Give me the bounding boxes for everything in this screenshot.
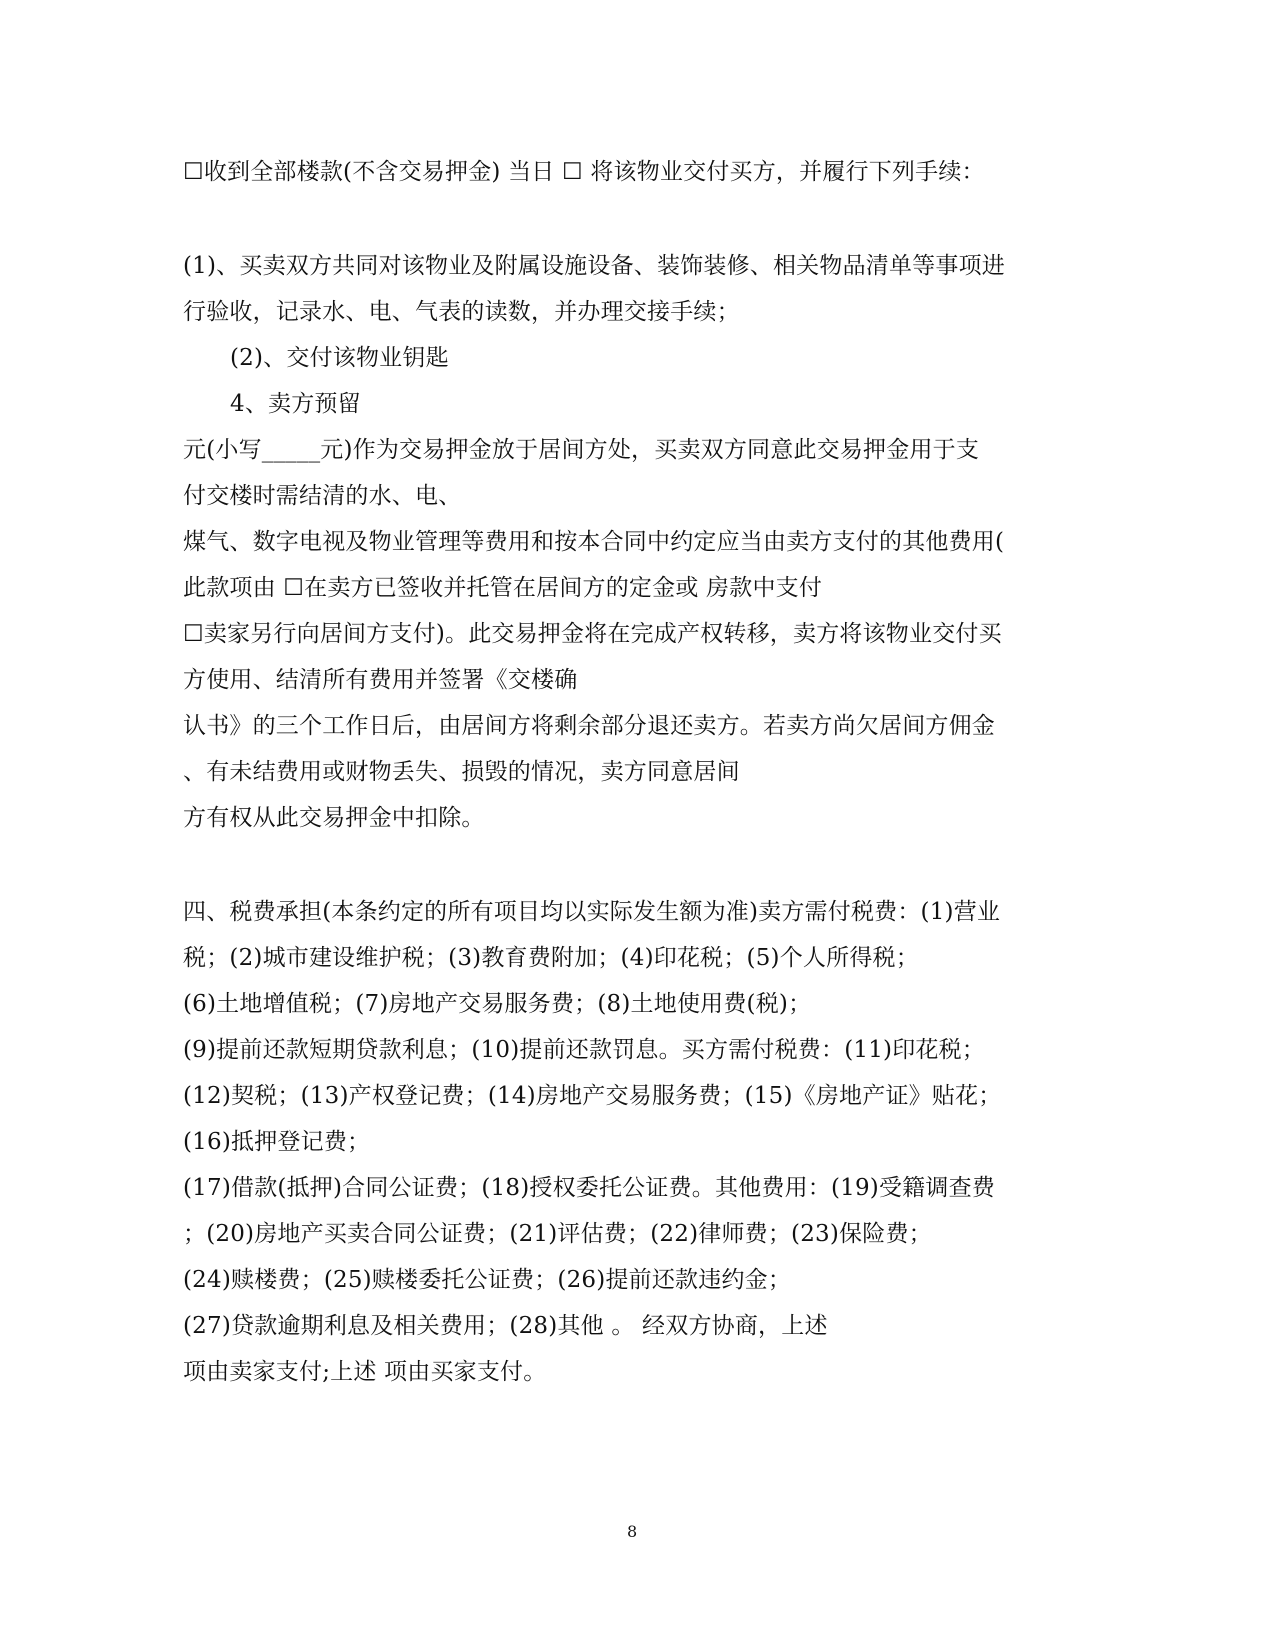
text-line: (12)契税；(13)产权登记费；(14)房地产交易服务费；(15)《房地产证》贴花；	[183, 1083, 1002, 1109]
text-line: 煤气、数字电视及物业管理等费用和按本合同中约定应当由卖方支付的其他费用(	[183, 529, 1005, 555]
text-line: (9)提前还款短期贷款利息；(10)提前还款罚息。买方需付税费：(11)印花税；	[183, 1037, 986, 1063]
text-line: 税；(2)城市建设维护税；(3)教育费附加；(4)印花税；(5)个人所得税；	[183, 945, 919, 971]
text-line: ☐收到全部楼款(不含交易押金) 当日 ☐ 将该物业交付买方，并履行下列手续：	[183, 159, 985, 185]
text-line: (27)贷款逾期利息及相关费用；(28)其他 。 经双方协商，上述	[183, 1313, 828, 1339]
text-line: (1)、买卖双方共同对该物业及附属设施设备、装饰装修、相关物品清单等事项进	[183, 253, 1005, 279]
text-line: 四、税费承担(本条约定的所有项目均以实际发生额为准)卖方需付税费：(1)营业	[183, 899, 1001, 925]
text-line: 行验收，记录水、电、气表的读数，并办理交接手续；	[183, 299, 740, 325]
text-line: ☐卖家另行向居间方支付)。此交易押金将在完成产权转移，卖方将该物业交付买	[183, 621, 1002, 647]
text-line: 方使用、结清所有费用并签署《交楼确	[183, 667, 578, 693]
text-line: (6)土地增值税；(7)房地产交易服务费；(8)土地使用费(税)；	[183, 991, 812, 1017]
text-line: 元(小写_____元)作为交易押金放于居间方处，买卖双方同意此交易押金用于支	[183, 437, 980, 463]
text-line: 项由卖家支付;上述 项由买家支付。	[183, 1359, 547, 1385]
text-line: 方有权从此交易押金中扣除。	[183, 805, 485, 831]
text-line: 此款项由 ☐在卖方已签收并托管在居间方的定金或 房款中支付	[183, 575, 823, 601]
text-line: 4、卖方预留	[230, 391, 361, 417]
text-line: 、有未结费用或财物丢失、损毁的情况，卖方同意居间	[183, 759, 740, 785]
text-line: 付交楼时需结清的水、电、	[183, 483, 462, 509]
text-line: (24)赎楼费；(25)赎楼委托公证费；(26)提前还款违约金；	[183, 1267, 792, 1293]
text-line: ；(20)房地产买卖合同公证费；(21)评估费；(22)律师费；(23)保险费；	[183, 1221, 932, 1247]
page-number: 8	[627, 1522, 638, 1541]
text-line: (16)抵押登记费；	[183, 1129, 371, 1155]
text-line: 认书》的三个工作日后，由居间方将剩余部分退还卖方。若卖方尚欠居间方佣金	[183, 713, 995, 739]
text-line: (2)、交付该物业钥匙	[230, 345, 449, 371]
text-line: (17)借款(抵押)合同公证费；(18)授权委托公证费。其他费用：(19)受籍调查费	[183, 1175, 995, 1201]
